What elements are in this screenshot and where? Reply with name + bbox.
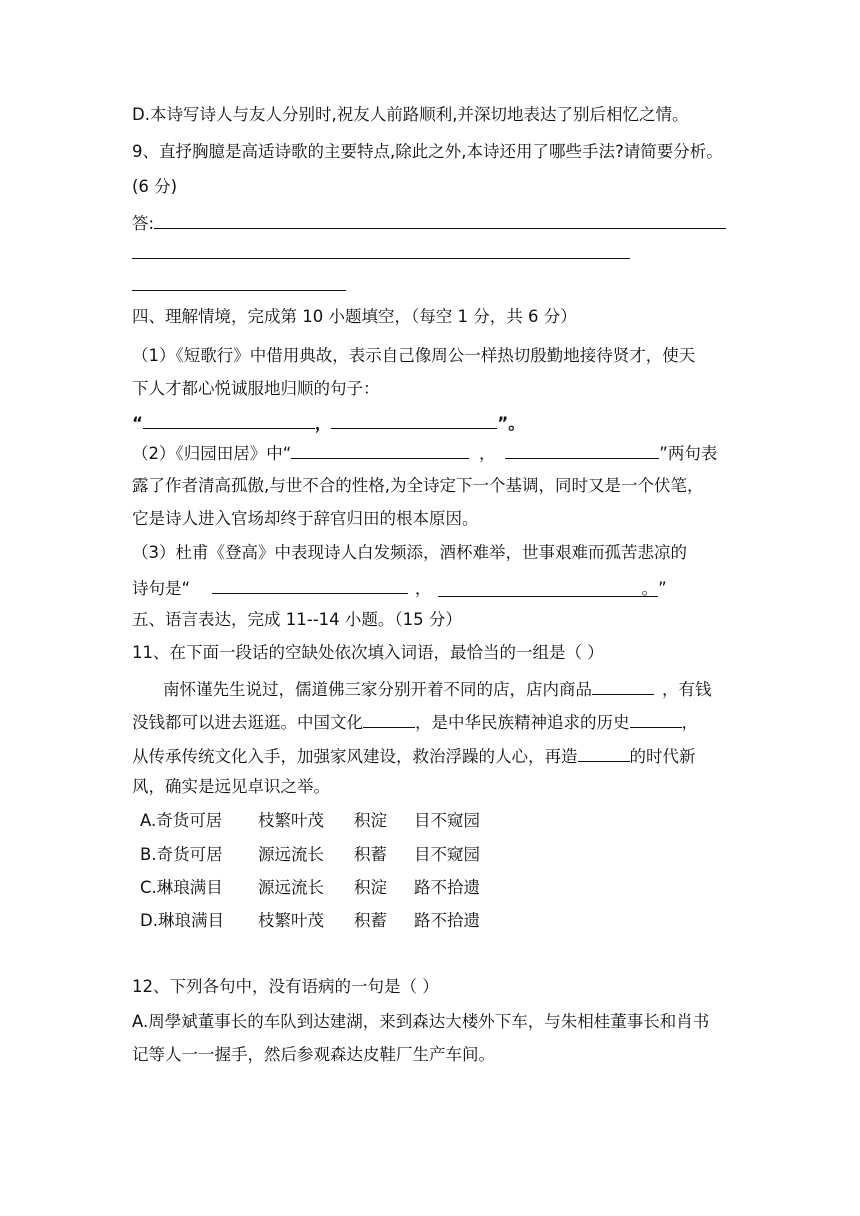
fill-blank-2[interactable] — [331, 410, 497, 429]
option-b[interactable]: B.奇货可居 源远流长 积蓄 目不窥园 — [140, 845, 480, 864]
answer-rule-3[interactable] — [132, 290, 346, 291]
fill-blank-4[interactable] — [505, 440, 659, 459]
fill-blank-6[interactable]: 。 — [438, 578, 658, 597]
fill-q2-line3: 它是诗人进入官场却终于辞官归田的根本原因。 — [132, 509, 479, 528]
answer-rule-2[interactable] — [132, 258, 630, 259]
fill-blank-3[interactable] — [291, 440, 469, 459]
question-9: 9、直抒胸臆是高适诗歌的主要特点,除此之外,本诗还用了哪些手法?请简要分析。 — [132, 142, 723, 161]
question-12-option-a-line1: A.周學斌董事长的车队到达建湖，来到森达大楼外下车，与朱相桂董事长和肖书 — [132, 1012, 710, 1031]
passage-blank-2[interactable] — [363, 709, 415, 728]
option-a[interactable]: A.奇货可居 枝繁叶茂 积淀 目不窥园 — [140, 811, 480, 830]
question-9-score: (6 分) — [132, 177, 178, 196]
question-11: 11、在下面一段话的空缺处依次填入词语，最恰当的一组是（ ） — [132, 643, 604, 662]
answer-blank[interactable] — [154, 210, 726, 229]
passage-line-2: 没钱都可以进去逛逛。中国文化 ，是中华民族精神追求的历史 ， — [132, 709, 698, 734]
question-12: 12、下列各句中，没有语病的一句是（ ） — [132, 977, 439, 996]
passage-blank-1[interactable] — [592, 676, 654, 695]
fill-q1-line1: （1）《短歌行》中借用典故，表示自己像周公一样热切殷勤地接待贤才，使天 — [132, 346, 696, 365]
fill-q3-line1: （3）杜甫《登高》中表现诗人白发频添，酒杯难举，世事艰难而孤苦悲凉的 — [132, 543, 687, 562]
passage-blank-4[interactable] — [578, 743, 630, 762]
option-c[interactable]: C.琳琅满目 源远流长 积淀 路不拾遗 — [140, 878, 480, 897]
option-d[interactable]: D.琳琅满目 枝繁叶茂 积蓄 路不拾遗 — [140, 911, 480, 930]
answer-label: 答: — [132, 214, 155, 233]
option-d-poem: D.本诗写诗人与友人分别时,祝友人前路顺利,并深切地表达了别后相忆之情。 — [132, 105, 689, 124]
passage-line-1: 南怀谨先生说过，儒道佛三家分别开着不同的店，店内商品 ，有钱 — [163, 676, 712, 701]
fill-q2-line1: （2）《归园田居》中“ ， ”两句表 — [132, 440, 717, 465]
fill-q3-line2: 诗句是“ ， 。” — [132, 575, 667, 600]
passage-blank-3[interactable] — [630, 709, 682, 728]
passage-line-3: 从传承传统文化入手，加强家风建设，救治浮躁的人心，再造 的时代新 — [132, 743, 696, 768]
section-5-heading: 五、语言表达，完成 11--14 小题。（15 分） — [132, 610, 462, 629]
fill-q2-line2: 露了作者清高孤傲,与世不合的性格,为全诗定下一个基调，同时又是一个伏笔， — [132, 476, 704, 495]
question-12-option-a-line2: 记等人一一握手，然后参观森达皮鞋厂生产车间。 — [132, 1045, 495, 1064]
passage-line-4: 风，确实是远见卓识之举。 — [132, 777, 330, 796]
fill-blank-1[interactable] — [143, 410, 315, 429]
fill-q1-blanks: “ ， ”。 — [132, 410, 525, 435]
section-4-heading: 四、理解情境，完成第 10 小题填空，（每空 1 分，共 6 分） — [132, 307, 577, 326]
fill-blank-5[interactable] — [212, 575, 408, 594]
answer-line-1 — [132, 210, 726, 235]
fill-q1-line2: 下人才都心悦诚服地归顺的句子： — [132, 379, 380, 398]
